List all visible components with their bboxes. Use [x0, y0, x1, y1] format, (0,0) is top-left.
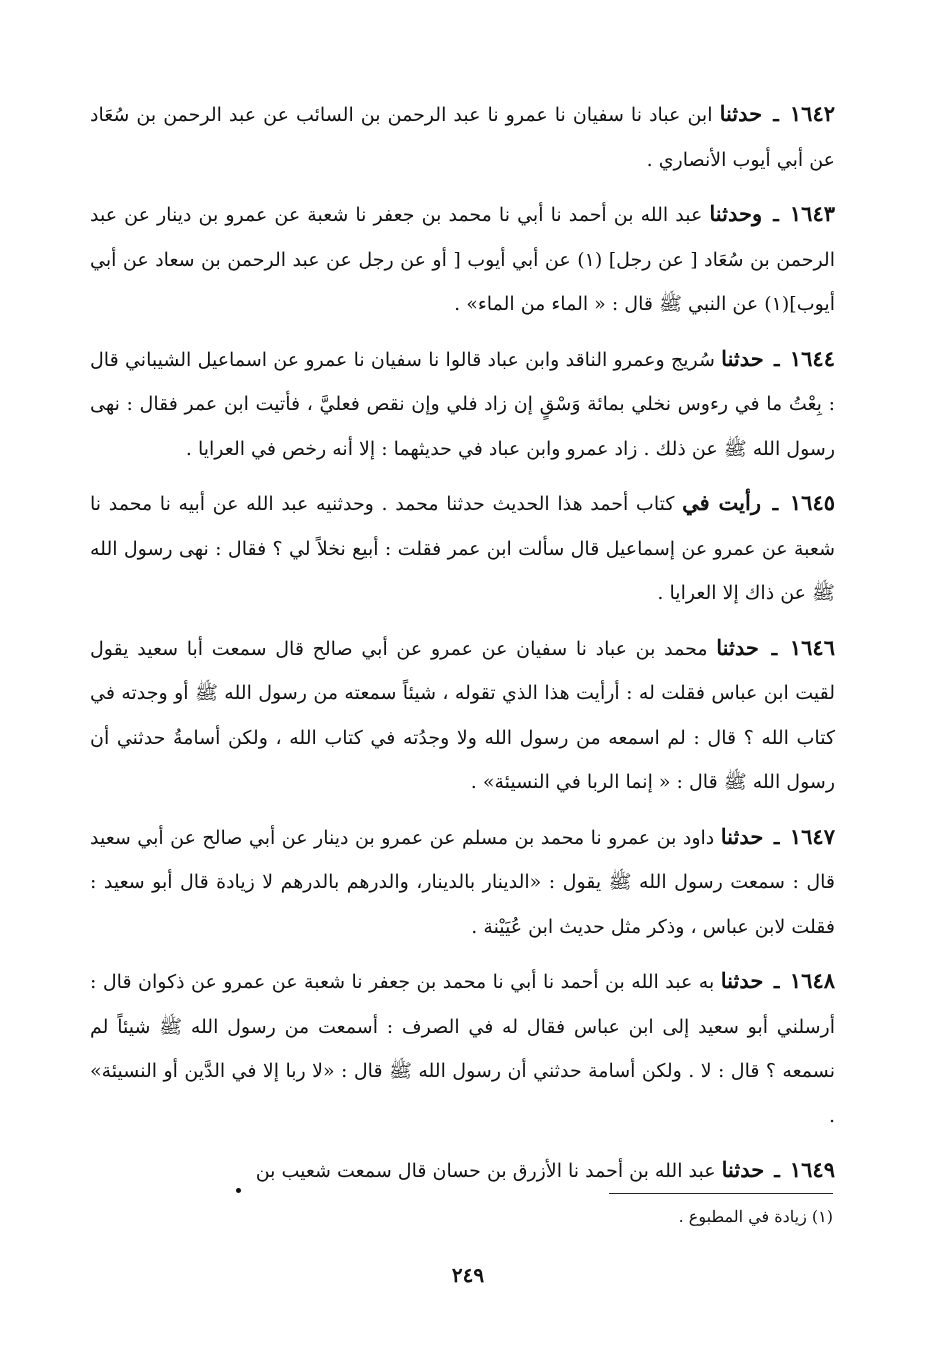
hadith-text: سُريج وعمرو الناقد وابن عباد قالوا نا سفيان نا عمرو عن اسماعيل الشيباني قال : بِعْتُ ما في رءوس نخلي بمائة وَسْقٍ إن زاد فلي وإن نقص فعليَّ ، فأتيت ابن عمر فقال : نهى رسول الله ﷺ عن ذلك . زاد عمرو وابن عباد في حديثهما : إلا أنه رخص في العرايا .	[90, 348, 835, 460]
hadith-1643	[90, 192, 835, 327]
hadith-text: محمد بن عباد نا سفيان عن عمرو عن أبي صالح قال سمعت أبا سعيد يقول لقيت ابن عباس فقلت له : أرأيت هذا الذي تقوله ، شيئاً سمعته من رسول الله ﷺ أو وجدته في كتاب الله ؟ قال : لم اسمعه من رسول الله ولا وجدُته في كتاب الله ، ولكن أسامةُ حدثني أن رسول الله ﷺ قال : « إنما الربا في النسيئة» .	[90, 637, 835, 793]
hadith-1645	[90, 481, 835, 616]
hadith-text: عبد الله بن أحمد نا الأزرق بن حسان قال سمعت شعيب بن	[255, 1160, 716, 1182]
hadith-lead: حدثنا	[716, 634, 759, 660]
hadith-separator: ـ	[774, 1160, 780, 1182]
footnote-divider	[609, 1193, 833, 1194]
hadith-lead: حدثنا	[720, 823, 764, 849]
hadith-number: ١٦٤٨	[789, 968, 836, 993]
hadith-lead: حدثنا	[721, 345, 764, 371]
hadith-text: كتاب أحمد هذا الحديث حدثنا محمد . وحدثنيه عبد الله عن أبيه نا محمد نا شعبة عن عمرو عن إسماعيل قال سألت ابن عمر فقلت : أبيع نخلاً لي ؟ فقال : نهى رسول الله ﷺ عن ذاك إلا العرايا .	[90, 493, 835, 604]
hadith-1647	[90, 815, 835, 950]
hadith-text: ابن عباد نا سفيان نا عمرو نا عبد الرحمن بن السائب عن عبد الرحمن بن سُعَاد عن أبي أيوب الأنصاري .	[90, 104, 835, 171]
hadith-lead: حدثنا	[719, 101, 763, 126]
hadith-number: ١٦٤٩	[789, 1157, 835, 1182]
hadith-number: ١٦٤٦	[789, 634, 835, 660]
main-text	[90, 92, 835, 1204]
hadith-text: داود بن عمرو نا محمد بن مسلم عن عمرو بن دينار عن أبي صالح عن أبي سعيد قال : سمعت رسول الله ﷺ يقول : «الدينار بالدينار، والدرهم بالدرهم لا زيادة قال أبو سعيد : فقلت لابن عباس ، وذكر مثل حديث ابن عُيَيْنة .	[90, 826, 835, 938]
hadith-1646	[90, 626, 835, 805]
page-number: ٢٤٩	[451, 1263, 485, 1287]
hadith-1649	[90, 1148, 835, 1194]
hadith-lead: حدثنا	[720, 968, 764, 993]
hadith-separator: ـ	[773, 104, 779, 126]
footnote: (١) زيادة في المطبوع .	[678, 1207, 833, 1226]
hadith-separator: ـ	[773, 826, 780, 849]
hadith-1644	[90, 337, 835, 472]
hadith-text: عبد الله بن أحمد نا أبي نا محمد بن جعفر نا شعبة عن عمرو بن دينار عن عبد الرحمن بن سُعَاد [ عن رجل] (١) عن أبي أيوب [ أو عن رجل عن عبد الرحمن بن سعاد عن أبي أيوب](١) عن النبي ﷺ قال : « الماء من الماء» .	[90, 204, 835, 315]
hadith-separator: ـ	[771, 637, 778, 660]
hadith-number: ١٦٤٤	[789, 345, 835, 371]
hadith-1648	[90, 959, 835, 1138]
hadith-number: ١٦٤٣	[789, 201, 836, 226]
hadith-lead: وحدثنا	[709, 201, 763, 226]
hadith-separator: ـ	[773, 204, 779, 226]
hadith-number: ١٦٤٢	[789, 101, 836, 126]
hadith-lead: حدثنا	[721, 1157, 765, 1182]
hadith-separator: ـ	[774, 348, 780, 371]
hadith-number: ١٦٤٧	[789, 823, 835, 849]
hadith-separator: ـ	[773, 971, 780, 993]
hadith-separator: ـ	[772, 493, 779, 515]
hadith-text: به عبد الله بن أحمد نا أبي نا محمد بن جعفر نا شعبة عن عمرو عن ذكوان قال : أرسلني أبو سعيد إلى ابن عباس فقال له في الصرف : أسمعت من رسول الله ﷺ شيئاً لم نسمعه ؟ قال : لا . ولكن أسامة حدثني أن رسول الله ﷺ قال : «لا ربا إلا في الدَّين أو النسيئة» .	[90, 971, 836, 1127]
continuation-dot	[236, 1188, 241, 1193]
hadith-number: ١٦٤٥	[789, 490, 836, 515]
hadith-1642	[90, 92, 835, 182]
hadith-lead: رأيت في	[682, 490, 761, 515]
